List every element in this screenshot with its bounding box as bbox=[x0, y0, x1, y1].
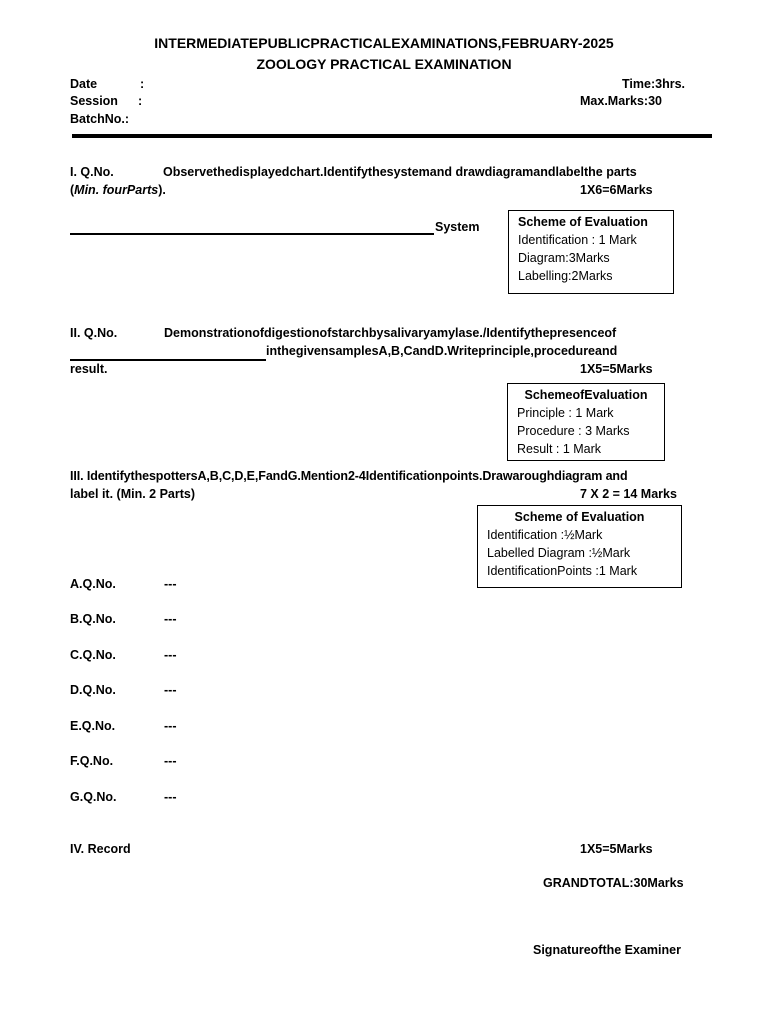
spotter-label: D.Q.No. bbox=[70, 683, 116, 697]
session-colon: : bbox=[138, 94, 143, 108]
spotter-value: --- bbox=[164, 719, 177, 733]
q2-scheme-line: Procedure : 3 Marks bbox=[517, 424, 630, 438]
batch-label: BatchNo.: bbox=[70, 112, 130, 126]
spotter-label: C.Q.No. bbox=[70, 648, 116, 662]
max-marks-label: Max.Marks:30 bbox=[580, 94, 662, 108]
spotter-value: --- bbox=[164, 754, 177, 768]
q4-label: IV. Record bbox=[70, 842, 131, 856]
session-label: Session bbox=[70, 94, 118, 108]
spotter-value: --- bbox=[164, 577, 177, 591]
q3-scheme-box bbox=[477, 505, 682, 588]
q2-scheme-box bbox=[507, 383, 665, 461]
q1-scheme-line: Diagram:3Marks bbox=[518, 251, 610, 265]
q2-text-2: inthegivensamplesA,B,CandD.Writeprinciple,procedureand bbox=[266, 344, 618, 358]
q1-min-parts: (Min. fourParts). bbox=[70, 183, 166, 197]
time-label: Time:3hrs. bbox=[622, 77, 685, 91]
spotter-value: --- bbox=[164, 612, 177, 626]
q3-scheme-line: IdentificationPoints :1 Mark bbox=[487, 564, 638, 578]
spotter-label: B.Q.No. bbox=[70, 612, 116, 626]
header-divider bbox=[72, 134, 712, 138]
q2-marks: 1X5=5Marks bbox=[580, 362, 653, 376]
q2-text-3: result. bbox=[70, 362, 108, 376]
q4-marks: 1X5=5Marks bbox=[580, 842, 653, 856]
spotter-value: --- bbox=[164, 648, 177, 662]
q3-text-2: label it. (Min. 2 Parts) bbox=[70, 487, 196, 501]
q3-marks: 7 X 2 = 14 Marks bbox=[580, 487, 677, 501]
q3-scheme-line: Labelled Diagram :½Mark bbox=[487, 546, 631, 560]
q3-scheme-line: Identification :½Mark bbox=[487, 528, 603, 542]
q1-scheme-title: Scheme of Evaluation bbox=[518, 215, 648, 229]
spotter-label: G.Q.No. bbox=[70, 790, 117, 804]
q1-answer-line bbox=[70, 233, 434, 235]
date-label: Date bbox=[70, 77, 98, 91]
q1-marks: 1X6=6Marks bbox=[580, 183, 653, 197]
q3-text-1: III. IdentifythespottersA,B,C,D,E,FandG.Mention2-4Identificationpoints.Drawaroughdiagram and bbox=[70, 469, 628, 483]
q1-system-label: System bbox=[435, 220, 480, 234]
examiner-signature: Signatureofthe Examiner bbox=[533, 943, 681, 957]
q2-scheme-line: Principle : 1 Mark bbox=[517, 406, 614, 420]
q1-text: Observethedisplayedchart.Identifythesystemand drawdiagramandlabelthe parts bbox=[163, 165, 637, 179]
q2-number: II. Q.No. bbox=[70, 326, 118, 340]
q2-scheme-line: Result : 1 Mark bbox=[517, 442, 602, 456]
spotter-label: A.Q.No. bbox=[70, 577, 116, 591]
q1-scheme-box bbox=[508, 210, 674, 294]
spotter-value: --- bbox=[164, 790, 177, 804]
date-colon: : bbox=[140, 77, 145, 91]
q1-scheme-line: Labelling:2Marks bbox=[518, 269, 613, 283]
exam-title: INTERMEDIATEPUBLICPRACTICALEXAMINATIONS,FEBRUARY-2025 bbox=[154, 35, 614, 51]
spotter-label: F.Q.No. bbox=[70, 754, 114, 768]
exam-subtitle: ZOOLOGY PRACTICAL EXAMINATION bbox=[256, 56, 512, 72]
q2-text-1: Demonstrationofdigestionofstarchbysalivaryamylase./Identifythepresenceof bbox=[164, 326, 617, 340]
q1-scheme-line: Identification : 1 Mark bbox=[518, 233, 637, 247]
grand-total: GRANDTOTAL:30Marks bbox=[543, 876, 684, 890]
q1-number: I. Q.No. bbox=[70, 165, 114, 179]
q2-scheme-title: SchemeofEvaluation bbox=[524, 388, 648, 402]
spotter-label: E.Q.No. bbox=[70, 719, 116, 733]
spotter-value: --- bbox=[164, 683, 177, 697]
q3-scheme-title: Scheme of Evaluation bbox=[514, 510, 645, 524]
